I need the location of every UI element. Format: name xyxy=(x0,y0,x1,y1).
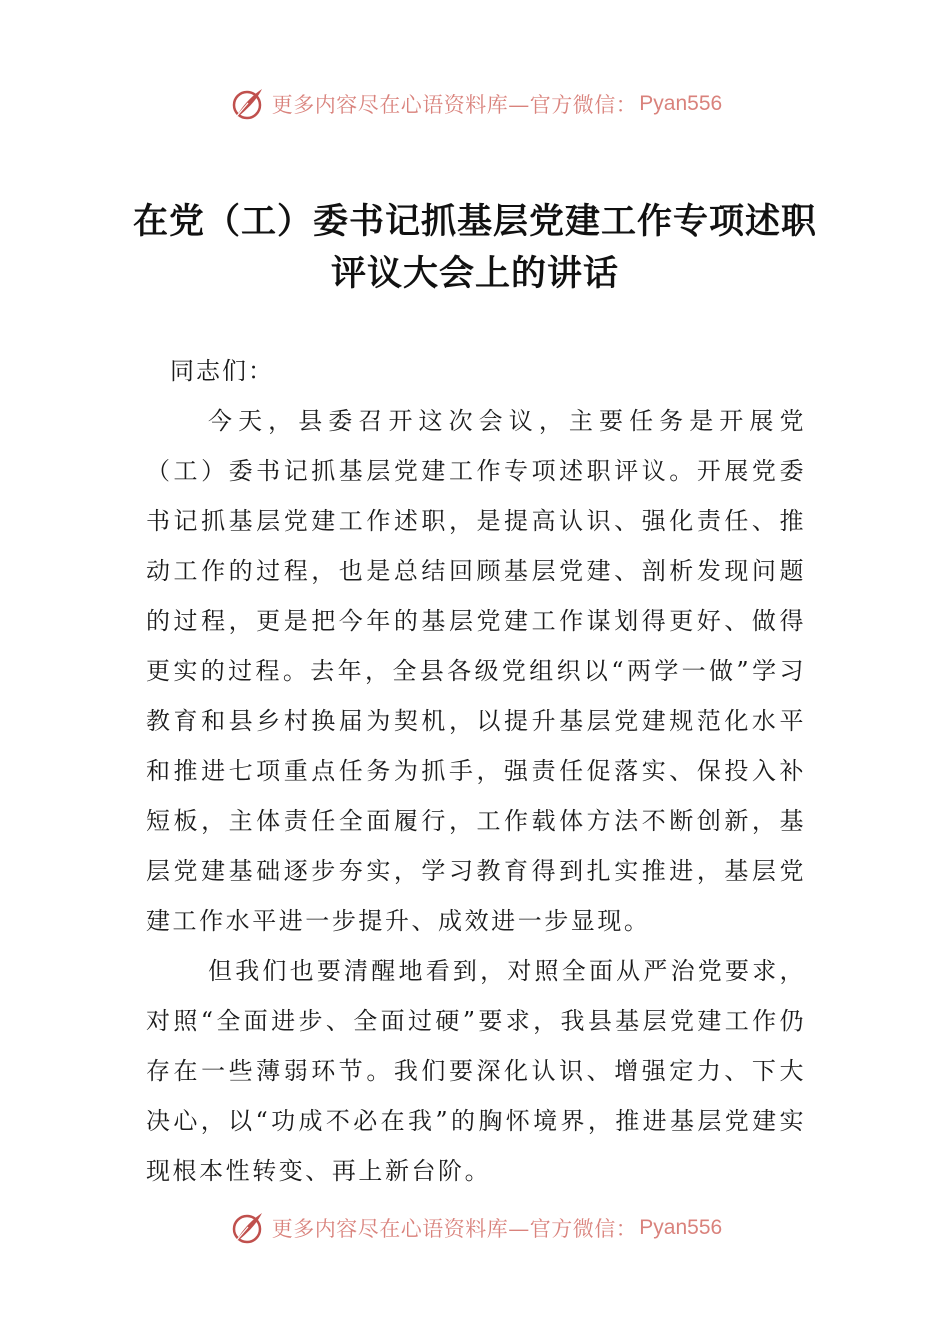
header-watermark xyxy=(0,82,950,126)
paragraph-2: 但我们也要清醒地看到，对照全面从严治党要求，对照“全面进步、全面过硬”要求，我县基层党建工作仍存在一些薄弱环节。我们要深化认识、增强定力、下大决心，以“功成不必在我”的胸怀境界，推进基层党建实现根本性转变、再上新台阶。 xyxy=(146,957,806,1185)
watermark-account: Pyan556 xyxy=(639,1216,723,1239)
watermark-account: Pyan556 xyxy=(639,92,723,115)
document-title: 在党（工）委书记抓基层党建工作专项述职评议大会上的讲话 xyxy=(132,201,817,294)
watermark-site-text: 更多内容尽在心语资料库—官方微信： xyxy=(271,93,638,117)
footer-watermark xyxy=(0,1206,950,1250)
quill-pen-logo-icon xyxy=(228,85,266,123)
document-body xyxy=(146,346,806,1196)
quill-pen-logo-icon xyxy=(228,1209,266,1247)
salutation: 同志们： xyxy=(170,357,274,385)
paragraph-1: 今天，县委召开这次会议，主要任务是开展党（工）委书记抓基层党建工作专项述职评议。开展党委书记抓基层党建工作述职，是提高认识、强化责任、推动工作的过程，也是总结回顾基层党建、剖析发现问题的过程，更是把今年的基层党建工作谋划得更好、做得更实的过程。去年，全县各级党组织以“两学一做”学习教育和县乡村换届为契机，以提升基层党建规范化水平和推进七项重点任务为抓手，强责任促落实、保投入补短板，主体责任全面履行，工作载体方法不断创新，基层党建基础逐步夯实，学习教育得到扎实推进，基层党建工作水平进一步提升、成效进一步显现。 xyxy=(146,407,806,935)
watermark-site-text: 更多内容尽在心语资料库—官方微信： xyxy=(271,1217,638,1241)
